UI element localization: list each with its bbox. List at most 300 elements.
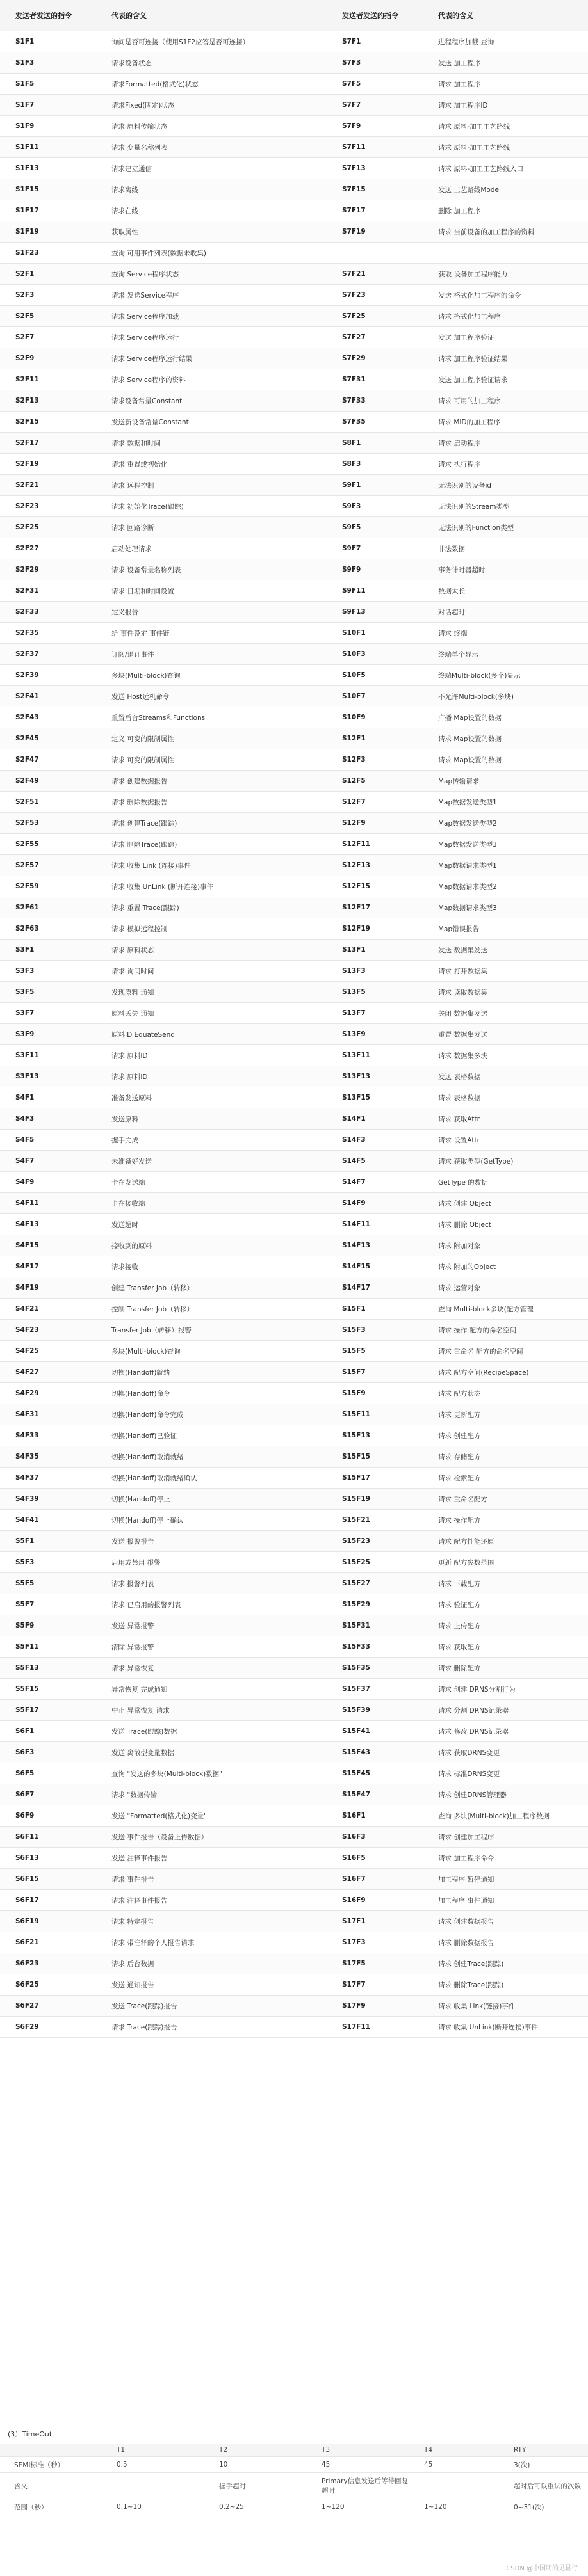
command-meaning-cell: 删除 加工程序 [423,200,588,221]
command-code-cell: S15F3 [327,1320,423,1341]
command-meaning-cell: 定义报告 [96,602,327,623]
command-code-cell: S5F7 [0,1594,96,1615]
command-code-cell: S2F25 [0,517,96,538]
table-row [0,1045,588,1066]
command-meaning-cell: 请求 重置或初始化 [96,454,327,475]
command-code-cell: S6F13 [0,1848,96,1869]
command-meaning-cell: 请求 启动程序 [423,433,588,454]
command-meaning-cell: 发送 工艺路线Mode [423,179,588,200]
timeout-cell [410,2473,500,2499]
command-code-cell: S6F19 [0,1911,96,1932]
table-row [0,1869,588,1890]
timeout-header-cell: T1 [102,2444,205,2457]
command-meaning-cell: 请求 表格数据 [423,1087,588,1108]
command-meaning-cell: 控制 Transfer Job（转移） [96,1299,327,1320]
table-row [0,1510,588,1531]
table-row [0,1341,588,1362]
table-row [0,1489,588,1510]
command-code-cell: S4F5 [0,1130,96,1151]
command-meaning-cell: 询问是否可连接（使用S1F2应答是否可连接） [96,31,327,52]
table-row [0,369,588,390]
command-meaning-cell: 切换(Handoff)就绪 [96,1362,327,1383]
command-meaning-cell: 请求 创建 Object [423,1193,588,1214]
table-row [0,285,588,306]
command-code-cell: S9F3 [327,496,423,517]
command-code-cell: S1F19 [0,221,96,243]
timeout-cell: 1~120 [307,2499,410,2515]
table-row [0,264,588,285]
command-code-cell: S7F35 [327,412,423,433]
timeout-header-cell: RTY [500,2444,588,2457]
command-meaning-cell: 定义 可变的限制属性 [96,728,327,749]
table-row [0,1531,588,1552]
command-meaning-cell: 请求 获取Attr [423,1108,588,1130]
command-code-cell: S16F3 [327,1827,423,1848]
command-meaning-cell: 卡在接收端 [96,1193,327,1214]
table-row [0,686,588,707]
table-row [0,116,588,137]
command-meaning-cell: 请求 删除Trace(跟踪) [96,834,327,855]
command-meaning-cell: 加工程序 事件通知 [423,1890,588,1911]
command-code-cell: S4F31 [0,1404,96,1425]
timeout-cell: 45 [307,2457,410,2473]
command-meaning-cell: Map数据请求类型3 [423,897,588,918]
command-meaning-cell: 请求 日期和时间设置 [96,580,327,602]
command-code-cell: S5F5 [0,1573,96,1594]
command-meaning-cell: 原料丢失 通知 [96,1003,327,1024]
table-row [0,1658,588,1679]
command-code-cell: S13F7 [327,1003,423,1024]
command-code-cell: S1F5 [0,74,96,95]
command-code-cell: S10F7 [327,686,423,707]
timeout-section-title: (3）TimeOut [8,2430,53,2438]
command-code-cell: S15F37 [327,1679,423,1700]
command-code-cell: S13F1 [327,940,423,961]
command-code-cell: S15F21 [327,1510,423,1531]
command-code-cell: S15F7 [327,1362,423,1383]
command-code-cell: S4F7 [0,1151,96,1172]
command-meaning-cell: 请求 Service程序的资料 [96,369,327,390]
command-meaning-cell: 请求Fixed(固定)状态 [96,95,327,116]
command-meaning-cell: GetType 的数据 [423,1172,588,1193]
command-code-cell: S2F57 [0,855,96,876]
table-row [0,221,588,243]
command-meaning-cell: 切换(Handoff)取消就绪 [96,1446,327,1468]
table-row [0,1320,588,1341]
command-code-cell: S3F5 [0,982,96,1003]
command-code-cell: S6F21 [0,1932,96,1953]
command-code-cell: S2F23 [0,496,96,517]
command-code-cell: S15F25 [327,1552,423,1573]
command-meaning-cell: 请求 原料状态 [96,940,327,961]
command-meaning-cell: 握手完成 [96,1130,327,1151]
table-row [0,897,588,918]
command-code-cell: S13F5 [327,982,423,1003]
command-code-cell: S15F29 [327,1594,423,1615]
table-row [0,728,588,749]
command-meaning-cell: 请求 验证配方 [423,1594,588,1615]
table-row [0,1151,588,1172]
command-meaning-cell: 请求 原料ID [96,1066,327,1087]
command-code-cell: S3F9 [0,1024,96,1045]
command-code-cell: S14F9 [327,1193,423,1214]
command-meaning-cell: 获取属性 [96,221,327,243]
command-meaning-cell: 准备发送原料 [96,1087,327,1108]
command-code-cell: S13F11 [327,1045,423,1066]
command-meaning-cell: 请求 收集 Link(链接)事件 [423,1996,588,2017]
table-row [0,52,588,74]
command-code-cell: S7F17 [327,200,423,221]
timeout-cell: 超时后可以重试的次数 [500,2473,588,2499]
command-meaning-cell: Map数据请求类型2 [423,876,588,897]
command-code-cell: S17F1 [327,1911,423,1932]
command-code-cell: S1F7 [0,95,96,116]
command-meaning-cell: 请求 原料-加工工艺路线 [423,116,588,137]
timeout-header-cell [0,2444,102,2457]
command-code-cell: S2F3 [0,285,96,306]
col-header-meaning: 代表的含义 [96,0,327,31]
table-row [0,665,588,686]
command-code-cell: S7F1 [327,31,423,52]
command-code-cell: S1F23 [0,243,96,264]
command-meaning-cell: 请求 注释事件报告 [96,1890,327,1911]
command-code-cell: S2F49 [0,771,96,792]
table-row [0,961,588,982]
command-meaning-cell: 请求 获取DRNS变更 [423,1742,588,1763]
command-code-cell: S15F27 [327,1573,423,1594]
table-row [0,855,588,876]
command-meaning-cell: 请求 创建Trace(跟踪) [96,813,327,834]
timeout-row [0,2457,588,2473]
command-meaning-cell: 查询 Service程序状态 [96,264,327,285]
command-code-cell: S7F5 [327,74,423,95]
table-row [0,200,588,221]
command-code-cell: S5F11 [0,1636,96,1658]
command-code-cell: S16F5 [327,1848,423,1869]
command-meaning-cell: 重置后台Streams和Functions [96,707,327,728]
table-row [0,1763,588,1784]
command-code-cell: S4F17 [0,1256,96,1277]
table-row [0,1932,588,1953]
command-meaning-cell: 发送 Host远机命令 [96,686,327,707]
table-row [0,454,588,475]
command-meaning-cell: 无法识别的Stream类型 [423,496,588,517]
command-meaning-cell: 请求 删除数据报告 [96,792,327,813]
command-code-cell: S3F13 [0,1066,96,1087]
command-code-cell: S4F29 [0,1383,96,1404]
command-code-cell: S6F27 [0,1996,96,2017]
table-row [0,1700,588,1721]
table-row [0,306,588,327]
command-meaning-cell: 请求 收集 UnLink (断开连接)事件 [96,876,327,897]
command-meaning-cell: 请求 分割 DRNS记录器 [423,1700,588,1721]
command-meaning-cell: 请求 修改 DRNS记录器 [423,1721,588,1742]
command-meaning-cell: 请求 获取类型(GetType) [423,1151,588,1172]
command-code-cell: S2F11 [0,369,96,390]
command-code-cell: S6F17 [0,1890,96,1911]
command-meaning-cell: 重置 数据集发送 [423,1024,588,1045]
table-row [0,1573,588,1594]
timeout-row [0,2499,588,2515]
command-code-cell: S6F3 [0,1742,96,1763]
command-code-cell: S2F7 [0,327,96,348]
command-meaning-cell: 请求 已启用的报警列表 [96,1594,327,1615]
command-meaning-cell: 订阅/退订事件 [96,644,327,665]
table-row [0,496,588,517]
command-meaning-cell: 异常恢复 完成通知 [96,1679,327,1700]
timeout-cell: 含义 [0,2473,102,2499]
command-code-cell: S5F1 [0,1531,96,1552]
command-meaning-cell: 请求 收集 UnLink(断开连接)事件 [423,2017,588,2038]
command-code-cell: S17F9 [327,1996,423,2017]
command-code-cell: S6F29 [0,2017,96,2038]
command-meaning-cell: 请求 Service程序加载 [96,306,327,327]
command-meaning-cell: 发送 事件报告（设备上传数据） [96,1827,327,1848]
command-meaning-cell: 请求 操作配方 [423,1510,588,1531]
command-meaning-cell: 请求 回路诊断 [96,517,327,538]
col-header-meaning: 代表的含义 [423,0,588,31]
command-code-cell: S4F1 [0,1087,96,1108]
table-row [0,1425,588,1446]
command-code-cell: S4F15 [0,1235,96,1256]
command-code-cell: S3F7 [0,1003,96,1024]
command-code-cell: S17F7 [327,1974,423,1996]
table-row [0,1996,588,2017]
command-meaning-cell: Map错误报告 [423,918,588,940]
command-code-cell: S15F23 [327,1531,423,1552]
command-code-cell: S2F1 [0,264,96,285]
command-meaning-cell: 卡在发送端 [96,1172,327,1193]
command-meaning-cell: 请求 创建Trace(跟踪) [423,1953,588,1974]
command-meaning-cell: 发送新设备常量Constant [96,412,327,433]
timeout-cell: Primary信息发送后等待回复超时 [307,2473,410,2499]
table-row [0,876,588,897]
table-row [0,1827,588,1848]
table-row [0,1383,588,1404]
table-row [0,2017,588,2038]
command-meaning-cell: 请求 检索配方 [423,1468,588,1489]
table-row [0,1024,588,1045]
command-code-cell: S2F55 [0,834,96,855]
command-code-cell: S2F35 [0,623,96,644]
command-code-cell: S7F15 [327,179,423,200]
table-row [0,433,588,454]
table-row [0,1256,588,1277]
table-row [0,1087,588,1108]
command-code-cell: S10F3 [327,644,423,665]
command-code-cell: S15F31 [327,1615,423,1636]
command-meaning-cell [423,243,588,264]
command-code-cell: S16F1 [327,1805,423,1827]
command-code-cell: S2F9 [0,348,96,369]
table-row [0,1235,588,1256]
command-code-cell: S4F37 [0,1468,96,1489]
command-meaning-cell: 请求 数据集多块 [423,1045,588,1066]
command-meaning-cell: Map数据发送类型2 [423,813,588,834]
command-code-cell: S2F39 [0,665,96,686]
command-meaning-cell: 查询 可用事件列表(数据未收集) [96,243,327,264]
command-meaning-cell: 切换(Handoff)命令 [96,1383,327,1404]
command-meaning-cell: 终端Multi-block(多个)显示 [423,665,588,686]
command-meaning-cell: 请求 重置 Trace(跟踪) [96,897,327,918]
command-code-cell: S7F19 [327,221,423,243]
command-code-cell: S2F27 [0,538,96,559]
command-meaning-cell: 加工程序 暂停通知 [423,1869,588,1890]
command-meaning-cell: 请求 重命名 配方的命名空间 [423,1341,588,1362]
command-meaning-cell: 发送 数据集发送 [423,940,588,961]
command-code-cell: S6F1 [0,1721,96,1742]
command-meaning-cell: 请求 原料ID [96,1045,327,1066]
command-code-cell: S2F13 [0,390,96,412]
command-code-cell: S3F3 [0,961,96,982]
command-meaning-cell: 请求 删除 Object [423,1214,588,1235]
table-row [0,31,588,52]
command-code-cell: S12F17 [327,897,423,918]
command-meaning-cell: 请求 运营对象 [423,1277,588,1299]
command-meaning-cell: 请求 后台数据 [96,1953,327,1974]
command-code-cell: S2F47 [0,749,96,771]
command-meaning-cell: 发送超时 [96,1214,327,1235]
command-meaning-cell: 请求 设备常量名称列表 [96,559,327,580]
command-code-cell: S7F29 [327,348,423,369]
timeout-cell: 0.2~25 [205,2499,307,2515]
command-meaning-cell: 无法识别的Function类型 [423,517,588,538]
table-row [0,1172,588,1193]
command-code-cell: S5F9 [0,1615,96,1636]
command-code-cell: S8F3 [327,454,423,475]
command-code-cell: S15F5 [327,1341,423,1362]
timeout-cell: 3(次) [500,2457,588,2473]
command-meaning-cell: 清除 异常报警 [96,1636,327,1658]
command-code-cell: S15F9 [327,1383,423,1404]
command-meaning-cell: 请求 模拟远程控制 [96,918,327,940]
table-row [0,834,588,855]
table-row [0,1890,588,1911]
command-meaning-cell: 请求 Map设置的数据 [423,728,588,749]
table-header-row [0,0,588,31]
command-meaning-cell: 发送原料 [96,1108,327,1130]
command-code-cell: S9F9 [327,559,423,580]
table-row [0,1615,588,1636]
command-code-cell [327,243,423,264]
command-meaning-cell: 发现原料 通知 [96,982,327,1003]
timeout-cell: 0~31(次) [500,2499,588,2515]
command-meaning-cell: 原料ID EquateSend [96,1024,327,1045]
table-row [0,1784,588,1805]
command-code-cell: S14F3 [327,1130,423,1151]
command-meaning-cell: 请求离线 [96,179,327,200]
command-code-cell: S1F13 [0,158,96,179]
command-code-cell: S9F1 [327,475,423,496]
command-meaning-cell: 请求 创建数据报告 [423,1911,588,1932]
table-row [0,412,588,433]
table-row [0,74,588,95]
command-code-cell: S2F21 [0,475,96,496]
command-meaning-cell: 接收到的原料 [96,1235,327,1256]
command-code-cell: S7F11 [327,137,423,158]
command-meaning-cell: 请求 发送Service程序 [96,285,327,306]
table-row [0,517,588,538]
command-meaning-cell: 发送 通知报告 [96,1974,327,1996]
table-row [0,940,588,961]
command-meaning-cell: 请求 附加的Object [423,1256,588,1277]
command-meaning-cell: 请求 Service程序运行结果 [96,348,327,369]
command-meaning-cell: 查询 多块(Multi-block)加工程序数据 [423,1805,588,1827]
timeout-cell [102,2473,205,2499]
command-code-cell: S6F23 [0,1953,96,1974]
table-row [0,158,588,179]
command-meaning-cell: 发送 报警报告 [96,1531,327,1552]
command-code-cell: S13F15 [327,1087,423,1108]
command-meaning-cell: 请求建立通信 [96,158,327,179]
command-code-cell: S12F5 [327,771,423,792]
table-row [0,1721,588,1742]
command-meaning-cell: 切换(Handoff)停止 [96,1489,327,1510]
command-meaning-cell: 切换(Handoff)停止确认 [96,1510,327,1531]
table-row [0,1130,588,1151]
command-code-cell: S7F27 [327,327,423,348]
command-meaning-cell: 事务计时器超时 [423,559,588,580]
command-meaning-cell: 请求 MID的加工程序 [423,412,588,433]
command-code-cell: S3F1 [0,940,96,961]
timeout-header-cell: T2 [205,2444,307,2457]
command-code-cell: S14F7 [327,1172,423,1193]
command-meaning-cell: 对话超时 [423,602,588,623]
command-code-cell: S1F11 [0,137,96,158]
table-row [0,243,588,264]
command-meaning-cell: 请求Formatted(格式化)状态 [96,74,327,95]
command-meaning-cell: 请求 加工程序验证结果 [423,348,588,369]
command-code-cell: S6F11 [0,1827,96,1848]
table-row [0,1679,588,1700]
table-row [0,390,588,412]
timeout-cell: 0.5 [102,2457,205,2473]
command-code-cell: S2F31 [0,580,96,602]
timeout-table [0,2444,588,2515]
timeout-cell: SEMI标准（秒） [0,2457,102,2473]
command-meaning-cell: 查询 Multi-block多块(配方管理 [423,1299,588,1320]
timeout-row [0,2473,588,2499]
command-meaning-cell: 发送 加工程序 [423,52,588,74]
command-meaning-cell: Map数据发送类型3 [423,834,588,855]
command-code-cell: S9F13 [327,602,423,623]
command-code-cell: S13F3 [327,961,423,982]
command-code-cell: S7F31 [327,369,423,390]
table-row [0,771,588,792]
command-meaning-cell: 请求 存储配方 [423,1446,588,1468]
command-code-cell: S9F5 [327,517,423,538]
command-code-cell: S2F5 [0,306,96,327]
command-code-cell: S15F33 [327,1636,423,1658]
table-row [0,1974,588,1996]
command-meaning-cell: 请求 创建配方 [423,1425,588,1446]
command-meaning-cell: 进程程序加载 查询 [423,31,588,52]
command-meaning-cell: 请求 终端 [423,623,588,644]
table-row [0,644,588,665]
command-meaning-cell: 请求 原料传输状态 [96,116,327,137]
command-code-cell: S17F11 [327,2017,423,2038]
command-code-cell: S2F41 [0,686,96,707]
table-row [0,475,588,496]
command-meaning-cell: 启用或禁用 报警 [96,1552,327,1573]
command-code-cell: S12F11 [327,834,423,855]
command-meaning-cell: 终端单个显示 [423,644,588,665]
timeout-header-row [0,2444,588,2457]
command-code-cell: S9F7 [327,538,423,559]
timeout-cell: 1~120 [410,2499,500,2515]
command-meaning-cell: 请求 当前设备的加工程序的资料 [423,221,588,243]
table-row [0,538,588,559]
